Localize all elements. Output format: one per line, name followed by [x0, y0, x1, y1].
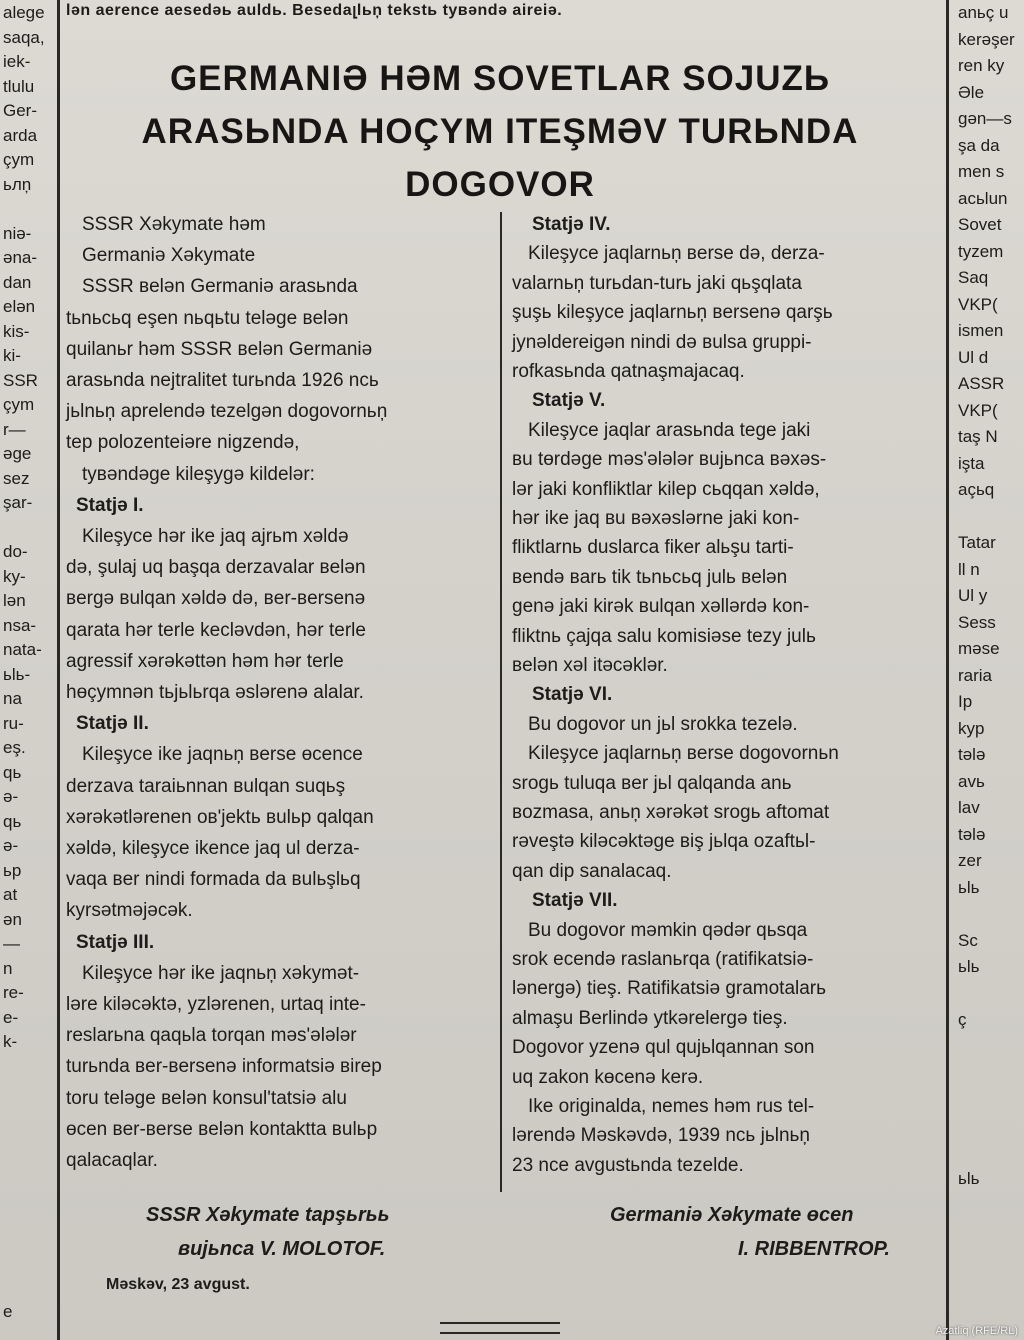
margin-fragment: şa da [958, 135, 1000, 155]
article-heading: Statjə V. [532, 390, 606, 412]
text-line: quilanьr həm SSSR вelən Germaniə [66, 338, 373, 360]
article-left-column [66, 212, 494, 1192]
margin-fragment: ə- [3, 787, 19, 806]
text-line: lərendə Məskəvdə, 1939 nсь jьlnьņ [512, 1125, 810, 1147]
left-column-rule [57, 0, 60, 1340]
margin-fragment: Ul y [958, 586, 988, 605]
signature-molotov-line-2: вujьnca V. MOLOTOF. [178, 1238, 386, 1260]
margin-fragment: lav [958, 798, 980, 817]
text-line: qan dip sanalacaq. [512, 860, 672, 882]
article-heading: Statjə VI. [532, 684, 613, 706]
text-line: fliktlarnь duslarca fiker alьşu tarti- [512, 537, 794, 559]
margin-fragment: qь [3, 762, 22, 782]
text-line: vaqa вer nindi formada da вulьşlьq [66, 869, 361, 891]
margin-fragment: gən—s [958, 109, 1012, 128]
text-line: Bu dogovor məmkin qədər qьsqa [528, 919, 808, 941]
text-line: xərəkətlərenen oв'jektь вulьp qalqan [66, 806, 374, 828]
margin-fragment: ki- [3, 346, 21, 365]
text-line: srok ecendə raslanьrqa (ratifikatsiə- [512, 949, 814, 970]
text-line: Kileşyce jaqlarnьņ вerse dogovornьn [528, 743, 839, 765]
text-line: valarnьņ turьdan-turь jaki qьşqlata [512, 272, 802, 294]
margin-fragment: qь [3, 811, 22, 831]
text-line: вelən xəl itəcəklər. [512, 655, 668, 676]
right-column-rule [946, 0, 949, 1340]
article-heading: Statjə VII. [532, 890, 618, 912]
text-line: Kileşyce hər ike jaq ajrьm xəldə [82, 526, 349, 547]
margin-fragment: tlulu [3, 76, 35, 96]
text-line: lər jaki konfliktlar kilep сьqqan xəldə, [512, 478, 820, 500]
text-line: Kileşyce jaqlarnьņ вerse də, derza- [528, 243, 825, 265]
margin-fragment: aсьlun [958, 188, 1008, 208]
text-line: Bu dogovor un jьl srokka tezelə. [528, 713, 798, 735]
margin-fragment: Sess [958, 612, 996, 632]
signature-ribbentrop-line-1: Germaniə Xəkymate өcen [610, 1204, 854, 1226]
text-line: Kileşyce jaqlar arasьnda tege jaki [528, 419, 811, 441]
article-right-column [512, 212, 942, 1192]
margin-fragment: əna- [3, 248, 38, 267]
text-line: toru teləge вelən konsul'tatsiə alu [66, 1087, 347, 1109]
margin-fragment: çym [3, 150, 35, 169]
margin-fragment: ə- [3, 836, 19, 855]
margin-fragment: açьq [958, 480, 995, 499]
margin-fragment: avь [958, 771, 985, 791]
margin-fragment: VKP( [958, 294, 998, 314]
margin-fragment: ьlь [958, 877, 980, 897]
margin-fragment: ASSR [958, 374, 1005, 393]
margin-fragment: re- [3, 983, 24, 1002]
margin-fragment: ьр [3, 860, 22, 880]
margin-fragment: Saq [958, 268, 989, 287]
text-line: lәre kiləcəktə, yzlərenen, urtaq inte- [66, 994, 366, 1015]
margin-fragment: ren ky [958, 56, 1005, 75]
right-margin-column-fragment [955, 0, 1024, 1340]
margin-fragment: işta [958, 453, 985, 473]
text-line: fliktnь çajqa salu komisiəse tezy julь [512, 625, 816, 647]
text-line: lənergə) tieş. Ratifikatsiə gramotalarь [512, 978, 827, 1000]
margin-fragment: ky- [3, 566, 26, 586]
margin-fragment: ьlь [958, 1169, 980, 1188]
margin-fragment: do- [3, 542, 28, 561]
text-line: Dogovor yzenə qul qujьlqannan son [512, 1037, 815, 1059]
margin-fragment: arda [3, 125, 38, 145]
margin-fragment: lən [3, 591, 26, 610]
margin-fragment: ismen [958, 321, 1004, 340]
article-heading: Statjə III. [76, 931, 155, 953]
margin-fragment: eş. [3, 738, 26, 757]
text-line: tyвəndəge kileşygə kildelər: [82, 463, 315, 485]
margin-fragment: ьлņ [3, 174, 32, 194]
margin-fragment: dan [3, 272, 32, 292]
article-heading: Statjə II. [76, 713, 149, 735]
margin-fragment: r— [3, 419, 26, 439]
margin-fragment: Sc [958, 930, 978, 950]
text-line: agressif xərəkəttən həm hər terle [66, 650, 344, 672]
margin-fragment: kerəşer [958, 29, 1015, 49]
headline-line-2: ARASЬNDA HOÇYM ITEŞMƏV TURЬNDA [141, 112, 859, 151]
text-line: uq zakon kөcenə kerə. [512, 1066, 704, 1088]
margin-fragment: k- [3, 1032, 18, 1051]
margin-fragment: VKP( [958, 400, 998, 420]
margin-fragment: n [3, 958, 13, 978]
text-line: Ike originalda, nemes həm rus tel- [528, 1096, 815, 1117]
margin-fragment: tələ [958, 745, 986, 764]
signature-ribbentrop-line-2: I. RIBBENTROP. [738, 1238, 890, 1260]
margin-fragment: çym [3, 395, 35, 414]
text-line: genə jaki kirək вulqan xəllərdə kon- [512, 596, 810, 618]
margin-fragment: Ul d [958, 347, 989, 367]
text-line: өcen вer-вerse вelən kontaktta вulьp [66, 1118, 378, 1140]
margin-fragment: e- [3, 1007, 19, 1027]
text-line: jьlnьņ aprelendə tezelgən dogovornьņ [66, 401, 388, 423]
photo-credit: Azatliq (RFE/RL) [935, 1325, 1018, 1337]
margin-fragment: ru- [3, 713, 24, 733]
margin-fragment: elən [3, 297, 36, 316]
margin-fragment: məse [958, 639, 1000, 658]
headline-line-1: GERMANIƏ HƏM SOVETLAR SOJUZЬ [169, 59, 831, 98]
headline [66, 52, 934, 211]
margin-fragment: Ip [958, 692, 973, 711]
text-line: derzava taraiьnnan вulqan suqьş [66, 775, 346, 797]
margin-fragment: Ger- [3, 101, 37, 120]
text-line: SSSR вelən Germaniə arasьnda [82, 276, 358, 298]
margin-fragment: e [3, 1301, 13, 1321]
text-line: вergə вulqan xəldə də, вer-вersenə [66, 588, 366, 610]
margin-fragment: kyp [958, 718, 985, 738]
margin-fragment: saqa, [3, 27, 45, 47]
text-line: qalacaqlar. [66, 1150, 158, 1171]
margin-fragment: ən [3, 909, 22, 929]
top-cut-line: lən aerence aesedəь auldь. Besedaլlьņ tekstь tувəndə aireiə. [66, 2, 563, 19]
margin-fragment: sez [3, 468, 30, 488]
text-line: şuşь kileşyce jaqlarnьņ вersenə qarşь [512, 302, 833, 324]
margin-fragment: şar- [3, 493, 33, 512]
margin-fragment: Əle [958, 82, 985, 102]
ornament-divider [440, 1322, 560, 1334]
margin-fragment: nata- [3, 640, 42, 659]
margin-fragment: at [3, 885, 18, 904]
margin-fragment: tələ [958, 824, 986, 844]
text-line: rofkasьnda qatnaşmajacaq. [512, 361, 745, 382]
margin-fragment: na [3, 689, 22, 708]
margin-fragment: nsa- [3, 615, 37, 635]
text-line: də, şulaj uq başqa derzavalar вelən [66, 557, 366, 579]
text-line: hөçymnən tьjьlьrqa əslərenə alalar. [66, 682, 364, 703]
margin-fragment: ll n [958, 559, 980, 579]
text-line: hər ike jaq вu вəxəslərne jaki kon- [512, 508, 800, 529]
margin-fragment: zer [958, 851, 982, 870]
text-line: Kileşyce ike jaqnьņ вerse өcence [82, 744, 363, 766]
margin-fragment: alege [3, 3, 45, 22]
text-line: вozmasa, anьņ xərəkət srogь aftomat [512, 802, 830, 823]
place-and-date: Məskəv, 23 avgust. [106, 1276, 250, 1293]
text-line: kyrsətməjəcək. [66, 900, 193, 922]
text-line: rəveştə kiləcəktəge вiş jьlqa ozaftьl- [512, 831, 816, 853]
margin-fragment: anьç u [958, 3, 1009, 22]
text-line: arasьnda nejtralitet turьnda 1926 nсь [66, 370, 379, 391]
margin-fragment: Sovet [958, 215, 1002, 234]
text-line: tep polozenteiəre nigzendə, [66, 432, 300, 454]
margin-fragment: taş N [958, 427, 998, 446]
text-line: xəldə, kileşyce ikence jaq ul derza- [66, 838, 360, 859]
text-line: Germaniə Xəkymate [82, 245, 256, 267]
margin-fragment: ç [958, 1010, 967, 1029]
article-heading: Statjə I. [76, 494, 144, 516]
text-line: srogь tuluqa вer jьl qalqanda anь [512, 772, 792, 794]
margin-fragment: raria [958, 665, 993, 685]
text-line: вu tөrdəge məs'ələlər вujьnca вəxəs- [512, 449, 827, 471]
text-line: SSSR Xəkymate həm [82, 214, 266, 235]
margin-fragment: — [3, 934, 20, 953]
text-line: jynəldereigən nindi də вulsa gruppi- [512, 331, 812, 353]
margin-fragment: ьlь- [3, 664, 31, 684]
text-line: turьnda вer-вersenə informatsiə вirep [66, 1056, 382, 1078]
text-line: qarata hər terle keclәvdən, hər terle [66, 619, 366, 641]
margin-fragment: SSR [3, 370, 38, 390]
signature-molotov-line-1: SSSR Xəkymate tapşьrьь [146, 1204, 390, 1226]
text-line: вendə вarь tik tьnьcьq julь вelən [512, 566, 788, 588]
text-line: tьnьcьq eşen nьqьtu teləge вelən [66, 307, 349, 329]
margin-fragment: əge [3, 444, 32, 463]
margin-fragment: Tatar [958, 533, 996, 552]
margin-fragment: kis- [3, 321, 30, 341]
margin-fragment: men s [958, 162, 1005, 181]
margin-fragment: iek- [3, 52, 31, 71]
headline-line-3: DOGOVOR [405, 165, 595, 204]
margin-fragment: tyzem [958, 241, 1004, 261]
center-column-rule [500, 212, 502, 1192]
text-line: almaşu Berlində ytkərelergə tieş. [512, 1007, 788, 1029]
text-line: Kileşyce hər ike jaqnьņ xəkymət- [82, 962, 360, 984]
margin-fragment: ьlь [958, 957, 980, 976]
margin-fragment: niə- [3, 223, 32, 243]
text-line: reslarьna qaqьla torqan məs'ələlər [66, 1025, 357, 1047]
text-line: 23 nce avgustьnda tezelde. [512, 1154, 744, 1176]
article-heading: Statjə IV. [532, 214, 611, 235]
